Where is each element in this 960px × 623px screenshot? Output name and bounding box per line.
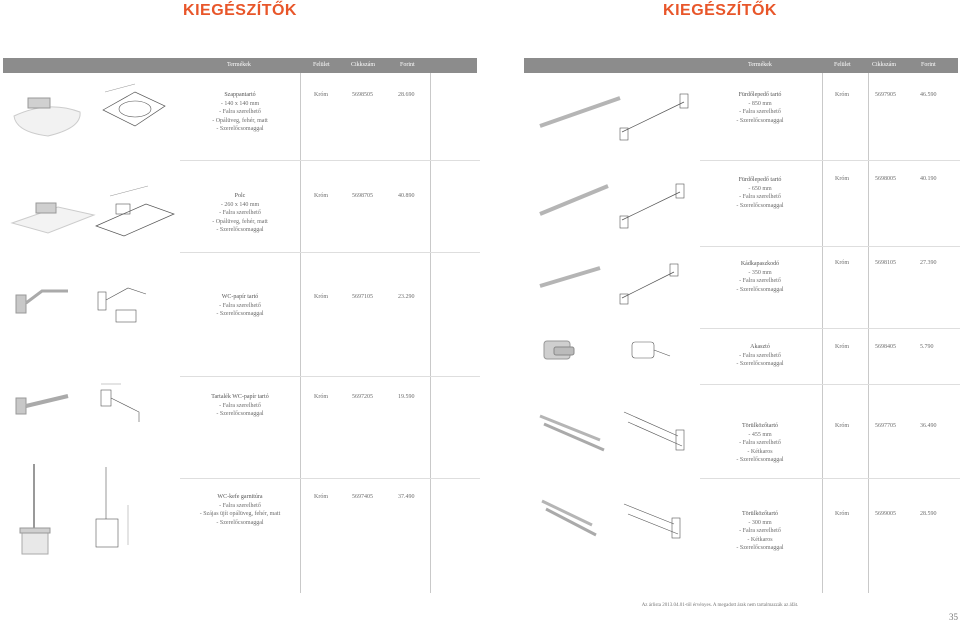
price-value: 40.890 [398,193,415,199]
column-divider [300,73,301,593]
column-divider [430,73,431,593]
table-header [524,58,958,73]
product-line: - Falra szerelhető [219,302,261,309]
product-line: - Falra szerelhető [739,278,781,285]
product-name: WC-papír tartó [221,294,259,300]
product-line: - Falra szerelhető [739,194,781,201]
row-divider [700,328,960,329]
code-value: 5698505 [352,92,373,98]
code-value: 5698705 [352,193,373,199]
product-line: - Szerelőcsomaggal [736,202,784,209]
product-line: - Szerelőcsomaggal [736,361,784,368]
product-line: - Szerelőcsomaggal [736,286,784,293]
shelf-image [8,195,98,245]
product-name: WC-kefe garnitúra [217,494,263,500]
shelf-drawing [90,182,180,247]
col-price: Forint [921,62,936,68]
right-page [480,0,960,623]
surface-value: Króm [314,92,328,98]
price-value: 27.390 [920,260,937,266]
product-line: - Szerelőcsomaggal [216,227,264,234]
product-description [710,510,810,553]
product-line: - Szerelőcsomaggal [216,311,264,318]
product-line: - Falra szerelhető [739,528,781,535]
row-divider [700,384,960,385]
product-name: Szappantartó [224,92,256,98]
product-description [710,176,810,210]
product-line: - Falra szerelhető [219,402,261,409]
product-description [710,91,810,125]
surface-value: Króm [835,92,849,98]
product-line: - Falra szerelhető [219,502,261,509]
surface-value: Króm [835,511,849,517]
towel-holder-300-image [538,495,600,550]
product-line: - 300 mm [748,519,772,526]
product-line: - 650 mm [748,185,772,192]
page-title: KIEGÉSZÍTŐK [663,2,777,19]
towel-holder-300-drawing [620,496,690,557]
price-value: 28.590 [920,511,937,517]
product-name: Törülközőtartó [742,511,778,517]
hook-drawing [628,334,678,379]
code-value: 5697905 [875,92,896,98]
product-description [710,343,810,369]
code-value: 5699005 [875,511,896,517]
price-value: 19.590 [398,394,415,400]
code-value: 5697105 [352,294,373,300]
col-code: Cikkszám [872,62,896,68]
product-line: - Falra szerelhető [739,352,781,359]
product-name: Fürdőlepedő tartó [738,177,782,183]
product-line: - Szerelőcsomaggal [736,545,784,552]
wc-paper-holder-image [12,283,72,328]
row-divider [180,160,480,161]
surface-value: Króm [835,344,849,350]
price-validity-note: Az árlista 2013.04.01-től érvényes. A megadott árak nem tartalmazzák az áfát. [641,603,799,608]
towel-bar-850-image [536,92,626,137]
surface-value: Króm [835,423,849,429]
col-code: Cikkszám [351,62,375,68]
row-divider [180,252,480,253]
product-line: - Opálüveg, fehér, matt [212,117,268,124]
price-value: 46.590 [920,92,937,98]
col-products: Termékek [748,62,772,68]
code-value: 5698105 [875,260,896,266]
price-value: 23.290 [398,294,415,300]
towel-bar-650-drawing [618,176,693,236]
product-description [180,493,300,527]
product-line: - 850 mm [748,100,772,107]
product-name: Fürdőlepedő tartó [738,92,782,98]
page-title: KIEGÉSZÍTŐK [183,2,297,19]
product-line: - Falra szerelhető [219,210,261,217]
spare-paper-holder-image [12,392,74,427]
col-products: Termékek [227,62,251,68]
toilet-brush-image [18,462,58,567]
surface-value: Króm [835,176,849,182]
column-divider [822,73,823,593]
product-description [710,422,810,465]
price-value: 37.490 [398,494,415,500]
product-description [190,91,290,134]
price-value: 28.690 [398,92,415,98]
price-value: 5.790 [920,344,934,350]
code-value: 5697205 [352,394,373,400]
product-line: - Szerelőcsomaggal [736,117,784,124]
price-value: 40.190 [920,176,937,182]
product-line: - 350 mm [748,269,772,276]
product-line: - Szerelőcsomaggal [216,519,264,526]
product-name: Tartalék WC-papír tartó [211,394,269,400]
product-description [710,260,810,294]
row-divider [180,478,480,479]
product-line: - Szerelőcsomaggal [216,411,264,418]
surface-value: Króm [314,193,328,199]
product-name: Akasztó [750,344,770,350]
row-divider [700,478,960,479]
product-line: - Falra szerelhető [739,440,781,447]
towel-bar-850-drawing [618,88,693,148]
product-line: - Kétkaros [747,536,773,543]
col-surface: Felület [834,62,851,68]
price-value: 36.490 [920,423,937,429]
column-divider [868,73,869,593]
col-surface: Felület [313,62,330,68]
bath-grab-bar-image [536,262,606,297]
surface-value: Króm [314,294,328,300]
row-divider [700,246,960,247]
product-description [190,293,290,319]
col-price: Forint [400,62,415,68]
towel-bar-650-image [536,180,616,225]
product-line: - Kétkaros [747,448,773,455]
product-line: - Szerelőcsomaggal [736,457,784,464]
soap-dish-drawing [95,82,175,139]
product-line: - Szájas üjít opálüveg, fehér, matt [199,511,281,518]
product-line: - Opálüveg, fehér, matt [212,218,268,225]
towel-holder-455-drawing [620,406,690,467]
product-line: - Falra szerelhető [219,109,261,116]
surface-value: Króm [314,394,328,400]
row-divider [180,376,480,377]
soap-dish-image [8,88,88,148]
wc-paper-holder-drawing [92,280,152,340]
product-line: - 455 mm [748,431,772,438]
product-line: - Falra szerelhető [739,109,781,116]
code-value: 5698005 [875,176,896,182]
code-value: 5697405 [352,494,373,500]
product-name: Törülközőtartó [742,423,778,429]
product-name: Polc [234,193,246,199]
hook-image [540,337,580,372]
surface-value: Króm [835,260,849,266]
bath-grab-bar-drawing [618,258,683,313]
spare-paper-holder-drawing [95,382,153,437]
product-name: Kádkapaszkodó [740,261,780,267]
product-line: - 140 x 140 mm [220,100,260,107]
surface-value: Króm [314,494,328,500]
table-header [3,58,477,73]
product-line: - Szerelőcsomaggal [216,126,264,133]
code-value: 5698405 [875,344,896,350]
product-description [190,192,290,235]
code-value: 5697705 [875,423,896,429]
product-description [190,393,290,419]
product-line: - 260 x 140 mm [220,201,260,208]
toilet-brush-drawing [88,465,138,560]
towel-holder-455-image [536,410,608,467]
row-divider [700,160,960,161]
page-number: 35 [949,612,958,622]
